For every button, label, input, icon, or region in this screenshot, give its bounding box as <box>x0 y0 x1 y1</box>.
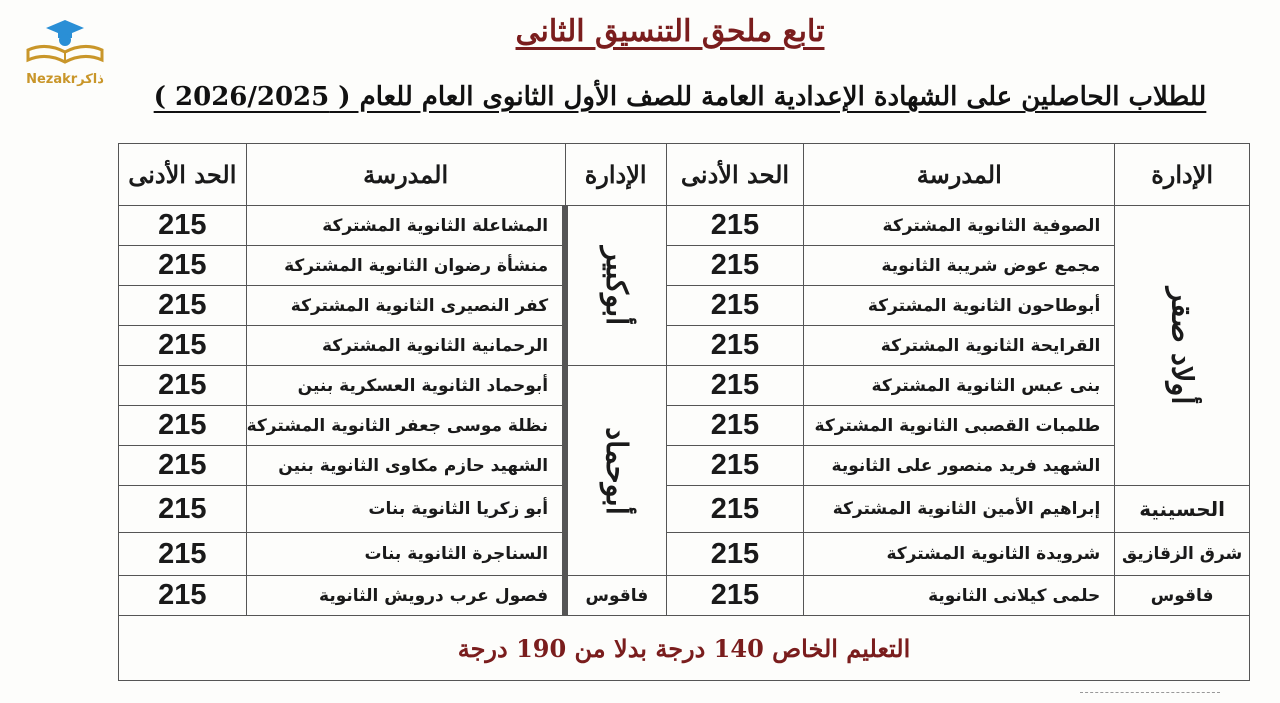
min-score-cell: 215 <box>119 576 247 616</box>
school-cell: شرويدة الثانوية المشتركة <box>804 533 1115 576</box>
table-row <box>119 246 1250 286</box>
special-education-note: التعليم الخاص 140 درجة بدلا من 190 درجة <box>119 616 1250 681</box>
table-row <box>119 533 1250 576</box>
admin-cell-abu-hammad <box>565 366 666 576</box>
header-school-right: المدرسة <box>804 144 1115 206</box>
school-cell: أبوحماد الثانوية العسكرية بنين <box>246 366 565 406</box>
page-edge-divider <box>1080 692 1220 703</box>
school-cell: كفر النصيرى الثانوية المشتركة <box>246 286 565 326</box>
min-score-cell: 215 <box>666 366 804 406</box>
page-subtitle: للطلاب الحاصلين على الشهادة الإعدادية العامة للصف الأول الثانوى العام للعام ( 2026/2025 ) <box>153 82 1207 112</box>
school-cell: القرايحة الثانوية المشتركة <box>804 326 1115 366</box>
school-cell: الصوفية الثانوية المشتركة <box>804 206 1115 246</box>
min-score-cell: 215 <box>666 406 804 446</box>
table-row <box>119 446 1250 486</box>
min-score-cell: 215 <box>119 326 247 366</box>
graduation-book-icon <box>20 16 110 68</box>
school-cell: السناجرة الثانوية بنات <box>246 533 565 576</box>
school-cell: أبوطاحون الثانوية المشتركة <box>804 286 1115 326</box>
school-cell: الرحمانية الثانوية المشتركة <box>246 326 565 366</box>
footer-row <box>119 616 1250 681</box>
admin-cell-abu-kebir <box>565 206 666 366</box>
site-logo <box>10 16 120 96</box>
header-admin-right: الإدارة <box>1115 144 1250 206</box>
header-min-right: الحد الأدنى <box>666 144 804 206</box>
school-cell: إبراهيم الأمين الثانوية المشتركة <box>804 486 1115 533</box>
header-admin-left: الإدارة <box>565 144 666 206</box>
header-min-left: الحد الأدنى <box>119 144 247 206</box>
min-score-cell: 215 <box>119 406 247 446</box>
admin-label: أبوحماد <box>599 426 634 515</box>
min-score-cell: 215 <box>119 246 247 286</box>
min-score-cell: 215 <box>666 486 804 533</box>
admin-cell-faqous-left: فاقوس <box>565 576 666 616</box>
school-cell: الشهيد حازم مكاوى الثانوية بنين <box>246 446 565 486</box>
table-header-row <box>119 144 1250 206</box>
admin-cell-faqous-right: فاقوس <box>1115 576 1250 616</box>
admin-cell-awlad-saqr <box>1115 206 1250 486</box>
school-cell: فصول عرب درويش الثانوية <box>246 576 565 616</box>
admin-cell-east-zagazig: شرق الزقازيق <box>1115 533 1250 576</box>
min-score-cell: 215 <box>119 206 247 246</box>
table-row <box>119 366 1250 406</box>
logo-text: Nezakrذاكر <box>26 72 104 87</box>
coordination-table <box>118 143 1250 681</box>
table-row <box>119 326 1250 366</box>
min-score-cell: 215 <box>119 366 247 406</box>
min-score-cell: 215 <box>666 326 804 366</box>
table-row <box>119 576 1250 616</box>
school-cell: مجمع عوض شريبة الثانوية <box>804 246 1115 286</box>
min-score-cell: 215 <box>666 206 804 246</box>
min-score-cell: 215 <box>666 576 804 616</box>
school-cell: الشهيد فريد منصور على الثانوية <box>804 446 1115 486</box>
min-score-cell: 215 <box>666 533 804 576</box>
school-cell: طلمبات القصبى الثانوية المشتركة <box>804 406 1115 446</box>
table-row <box>119 406 1250 446</box>
min-score-cell: 215 <box>666 286 804 326</box>
header-school-left: المدرسة <box>246 144 565 206</box>
school-cell: بنى عبس الثانوية المشتركة <box>804 366 1115 406</box>
school-cell: أبو زكريا الثانوية بنات <box>246 486 565 533</box>
min-score-cell: 215 <box>119 286 247 326</box>
admin-label: أولاد صقر <box>1165 287 1200 404</box>
school-cell: نظلة موسى جعفر الثانوية المشتركة <box>246 406 565 446</box>
min-score-cell: 215 <box>119 446 247 486</box>
min-score-cell: 215 <box>666 246 804 286</box>
table-row <box>119 486 1250 533</box>
school-cell: منشأة رضوان الثانوية المشتركة <box>246 246 565 286</box>
min-score-cell: 215 <box>666 446 804 486</box>
table-row <box>119 286 1250 326</box>
admin-cell-husseinia: الحسينية <box>1115 486 1250 533</box>
table-row <box>119 206 1250 246</box>
school-cell: المشاعلة الثانوية المشتركة <box>246 206 565 246</box>
admin-label: أبوكبير <box>599 246 634 325</box>
school-cell: حلمى كيلانى الثانوية <box>804 576 1115 616</box>
min-score-cell: 215 <box>119 486 247 533</box>
page-title: تابع ملحق التنسيق الثانى <box>515 14 825 49</box>
min-score-cell: 215 <box>119 533 247 576</box>
